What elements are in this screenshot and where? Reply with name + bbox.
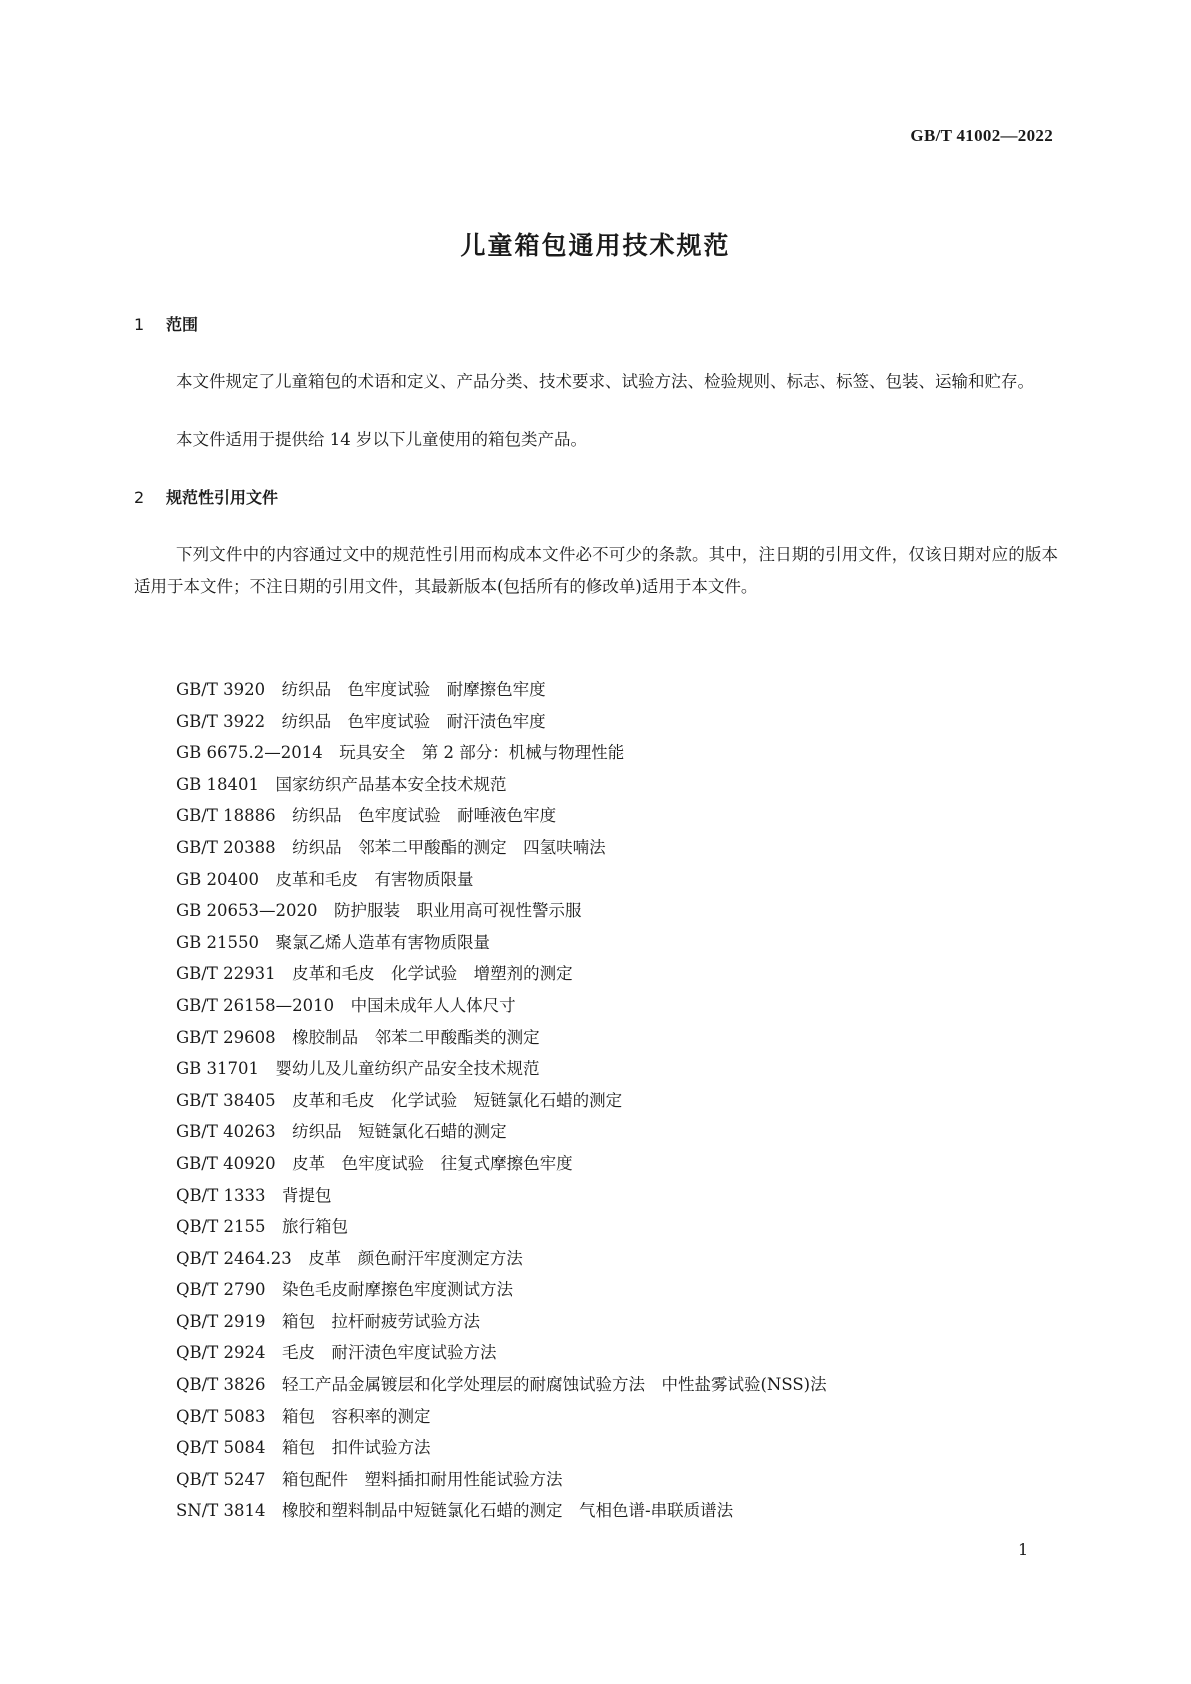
reference-item: GB 21550 聚氯乙烯人造革有害物质限量: [176, 932, 491, 952]
reference-item: GB 20653—2020 防护服装 职业用高可视性警示服: [176, 901, 582, 921]
reference-item: GB/T 18886 纺织品 色牢度试验 耐唾液色牢度: [176, 806, 557, 826]
section-number: 2: [134, 488, 145, 507]
reference-item: QB/T 5083 箱包 容积率的测定: [176, 1406, 431, 1426]
reference-item: QB/T 2790 染色毛皮耐摩擦色牢度测试方法: [176, 1280, 513, 1300]
reference-item: QB/T 5084 箱包 扣件试验方法: [176, 1438, 431, 1458]
references-intro-paragraph: 下列文件中的内容通过文中的规范性引用而构成本文件必不可少的条款。其中，注日期的引用文件，仅该日期对应的版本适用于本文件；不注日期的引用文件，其最新版本(包括所有的修改单)适用于本文件。: [134, 545, 1058, 596]
reference-item: QB/T 2155 旅行箱包: [176, 1217, 348, 1237]
reference-item: GB/T 38405 皮革和毛皮 化学试验 短链氯化石蜡的测定: [176, 1090, 623, 1110]
reference-item: SN/T 3814 橡胶和塑料制品中短链氯化石蜡的测定 气相色谱-串联质谱法: [176, 1501, 734, 1521]
reference-item: QB/T 2924 毛皮 耐汗渍色牢度试验方法: [176, 1343, 497, 1363]
reference-item: GB/T 29608 橡胶制品 邻苯二甲酸酯类的测定: [176, 1027, 540, 1047]
scope-paragraph-1: 本文件规定了儿童箱包的术语和定义、产品分类、技术要求、试验方法、检验规则、标志、标签、包装、运输和贮存。: [176, 372, 1034, 391]
reference-item: GB/T 40263 纺织品 短链氯化石蜡的测定: [176, 1122, 507, 1142]
section-heading-normative-references: [134, 485, 278, 508]
page-number: 1: [1018, 1540, 1029, 1559]
scope-paragraph-2: 本文件适用于提供给 14 岁以下儿童使用的箱包类产品。: [176, 430, 587, 449]
reference-item: GB/T 3920 纺织品 色牢度试验 耐摩擦色牢度: [176, 680, 546, 699]
reference-item: QB/T 2464.23 皮革 颜色耐汗牢度测定方法: [176, 1248, 523, 1268]
reference-item: QB/T 5247 箱包配件 塑料插扣耐用性能试验方法: [176, 1469, 563, 1489]
reference-item: GB/T 22931 皮革和毛皮 化学试验 增塑剂的测定: [176, 964, 573, 984]
reference-item: GB 18401 国家纺织产品基本安全技术规范: [176, 774, 507, 794]
reference-item: GB/T 20388 纺织品 邻苯二甲酸酯的测定 四氢呋喃法: [176, 837, 606, 857]
reference-list: [176, 674, 827, 1527]
reference-item: GB/T 26158—2010 中国未成年人人体尺寸: [176, 995, 516, 1015]
reference-item: QB/T 3826 轻工产品金属镀层和化学处理层的耐腐蚀试验方法 中性盐雾试验(NSS)法: [176, 1375, 827, 1395]
section-title: 规范性引用文件: [166, 488, 279, 507]
reference-item: GB 20400 皮革和毛皮 有害物质限量: [176, 869, 474, 889]
reference-item: GB/T 40920 皮革 色牢度试验 往复式摩擦色牢度: [176, 1153, 573, 1173]
reference-item: GB/T 3922 纺织品 色牢度试验 耐汗渍色牢度: [176, 711, 546, 731]
reference-item: GB 31701 婴幼儿及儿童纺织产品安全技术规范: [176, 1059, 540, 1079]
reference-item: QB/T 1333 背提包: [176, 1185, 332, 1205]
reference-item: GB 6675.2—2014 玩具安全 第 2 部分：机械与物理性能: [176, 743, 625, 763]
section-number: 1: [134, 315, 145, 334]
section-title: 范围: [166, 315, 199, 334]
document-code: GB/T 41002—2022: [910, 126, 1053, 145]
document-title: 儿童箱包通用技术规范: [460, 231, 731, 260]
section-heading-scope: [134, 312, 198, 335]
reference-item: QB/T 2919 箱包 拉杆耐疲劳试验方法: [176, 1311, 480, 1331]
